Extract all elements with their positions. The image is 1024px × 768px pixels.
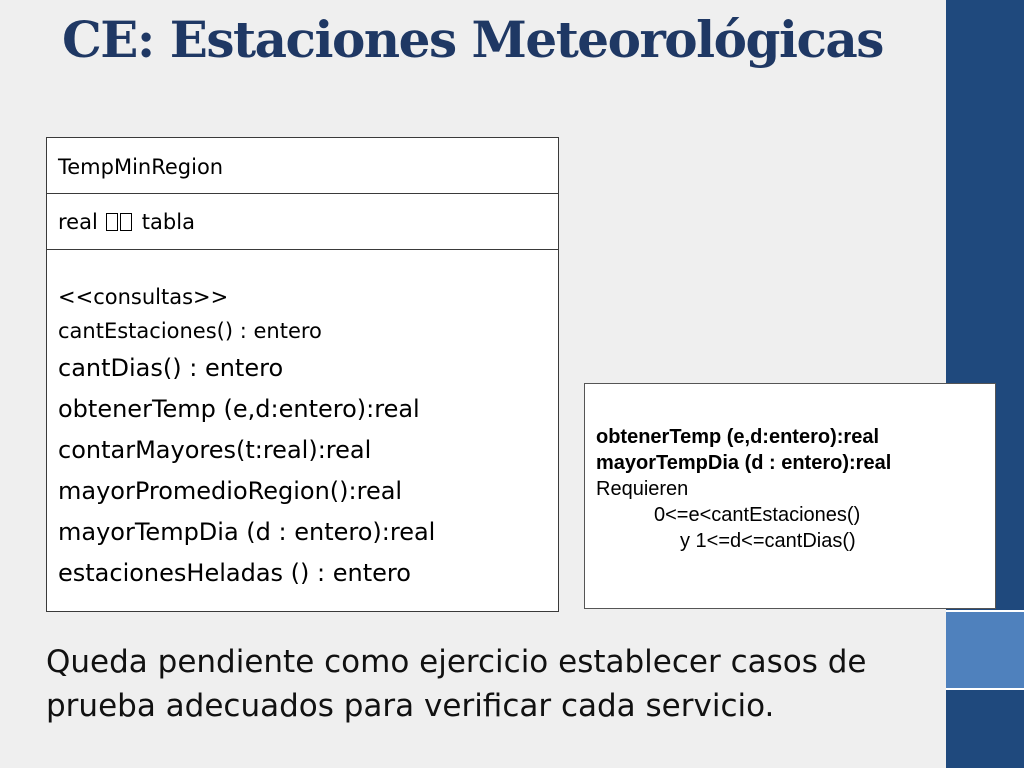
uml-class-attributes (47, 194, 558, 250)
sidebar-divider (946, 688, 1024, 690)
footer-paragraph: Queda pendiente como ejercicio establecer casos de prueba adecuados para verificar cada servicio. (46, 644, 867, 724)
attribute-name: tabla (141, 209, 195, 234)
uml-class-name: TempMinRegion (47, 138, 558, 194)
note-line: mayorTempDia (d : entero):real (596, 452, 892, 474)
sidebar-accent-band (946, 612, 1024, 688)
operation-item: estacionesHeladas () : entero (58, 559, 411, 587)
precondition-note (584, 383, 996, 609)
note-line: 0<=e<cantEstaciones() (654, 504, 861, 526)
operation-item: contarMayores(t:real):real (58, 436, 372, 464)
operation-item: cantEstaciones() : entero (58, 319, 322, 343)
slide-title: CE: Estaciones Meteorológicas (62, 10, 883, 69)
operation-item: obtenerTemp (e,d:entero):real (58, 395, 420, 423)
note-line: Requieren (596, 478, 689, 500)
stereotype-label: <<consultas>> (58, 285, 229, 309)
operation-item: mayorPromedioRegion():real (58, 477, 403, 505)
note-line: y 1<=d<=cantDias() (680, 530, 856, 552)
uml-class-box (46, 137, 559, 612)
operation-item: cantDias() : entero (58, 354, 284, 382)
operation-item: mayorTempDia (d : entero):real (58, 518, 436, 546)
uml-class-operations (47, 250, 558, 594)
attribute-type: real (58, 209, 98, 234)
array-brackets-glyph (106, 213, 134, 231)
note-line: obtenerTemp (e,d:entero):real (596, 426, 879, 448)
